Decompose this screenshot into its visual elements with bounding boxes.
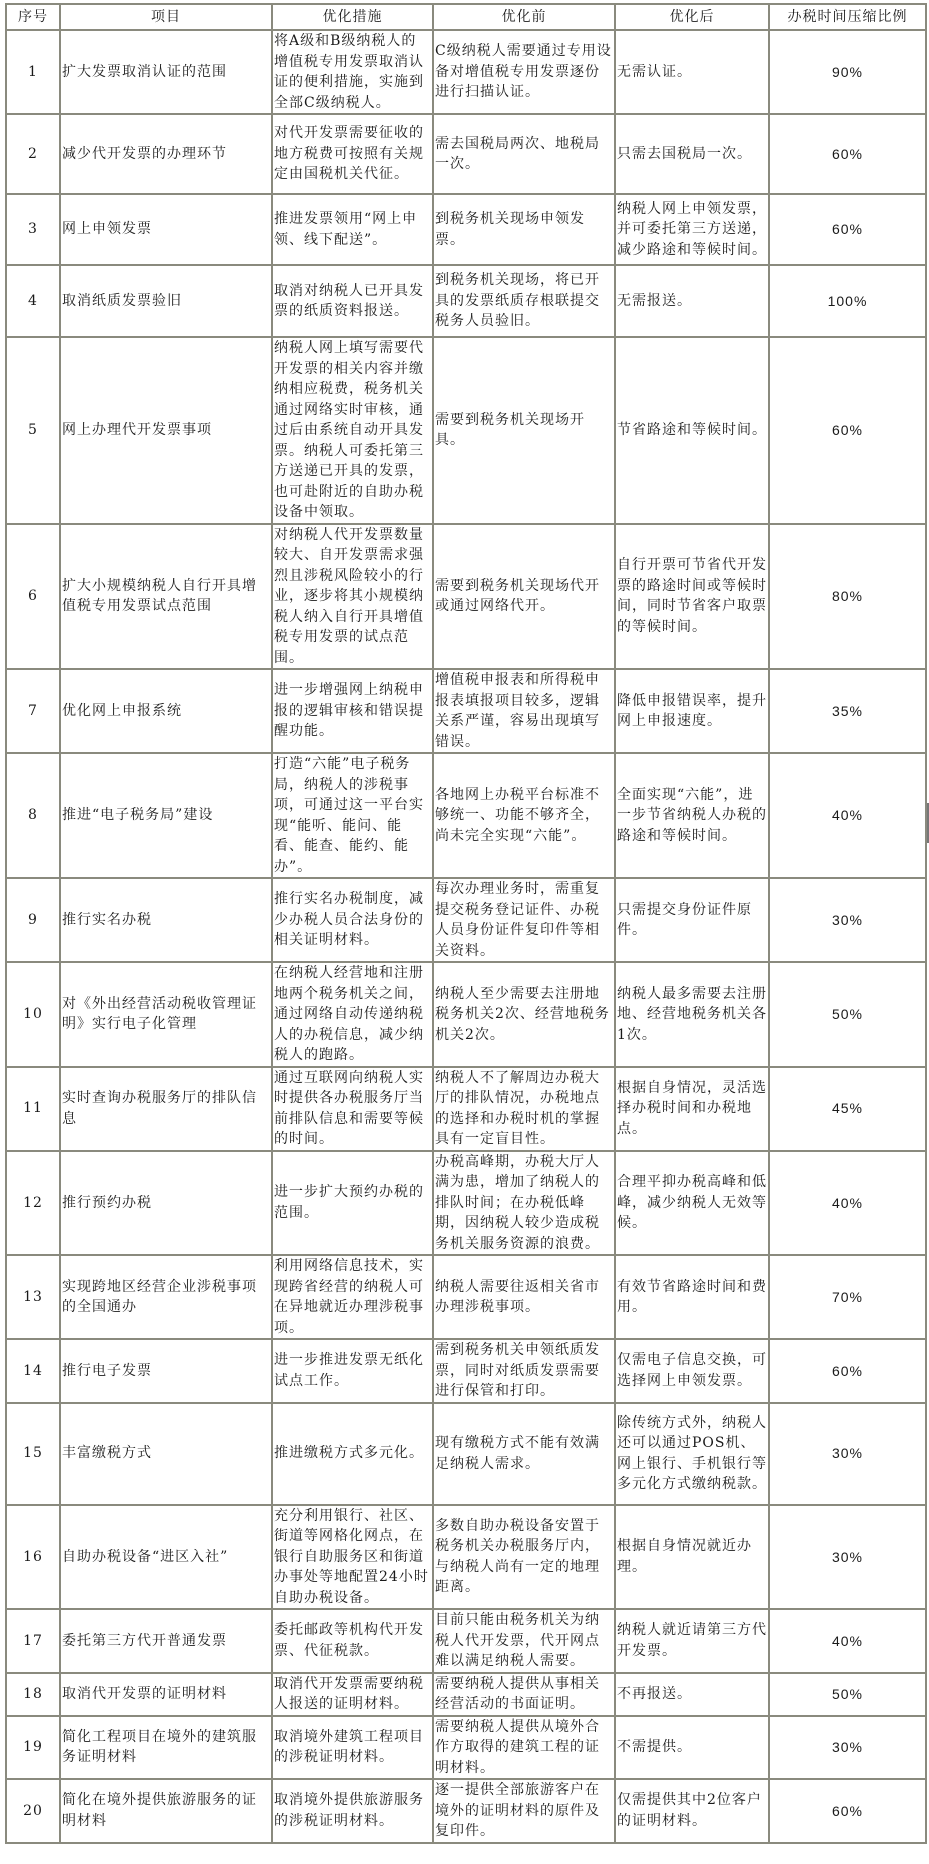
ratio-cell: 70% — [769, 1255, 926, 1339]
after-cell: 不需提供。 — [615, 1716, 769, 1780]
after-cell: 根据自身情况就近办理。 — [615, 1505, 769, 1610]
row-number: 18 — [6, 1673, 60, 1716]
after-cell: 自行开票可节省代开发票的路途时间或等候时间，同时节省客户取票的等候时间。 — [615, 524, 769, 670]
header-item: 项目 — [60, 4, 272, 30]
measure-cell: 进一步推进发票无纸化试点工作。 — [272, 1339, 433, 1403]
measure-cell: 推行实名办税制度，减少办税人员合法身份的相关证明材料。 — [272, 878, 433, 962]
ratio-cell: 30% — [769, 878, 926, 962]
before-cell: 纳税人不了解周边办税大厅的排队情况，办税地点的选择和办税时机的掌握具有一定盲目性。 — [433, 1067, 615, 1151]
row-number: 4 — [6, 265, 60, 337]
before-cell: 现有缴税方式不能有效满足纳税人需求。 — [433, 1403, 615, 1505]
table-row — [6, 878, 926, 962]
before-cell: 需要到税务机关现场开具。 — [433, 337, 615, 524]
item-cell: 对《外出经营活动税收管理证明》实行电子化管理 — [60, 962, 272, 1067]
before-cell: 需要到税务机关现场代开或通过网络代开。 — [433, 524, 615, 670]
before-cell: 每次办理业务时，需重复提交税务登记证件、办税人员身份证件复印件等相关资料。 — [433, 878, 615, 962]
row-number: 12 — [6, 1151, 60, 1256]
row-number: 7 — [6, 669, 60, 753]
item-cell: 推行实名办税 — [60, 878, 272, 962]
row-number: 19 — [6, 1716, 60, 1780]
ratio-cell: 50% — [769, 1673, 926, 1716]
item-cell: 自助办税设备“进区入社” — [60, 1505, 272, 1610]
item-cell: 扩大发票取消认证的范围 — [60, 30, 272, 114]
item-cell: 丰富缴税方式 — [60, 1403, 272, 1505]
item-cell: 取消纸质发票验旧 — [60, 265, 272, 337]
measure-cell: 委托邮政等机构代开发票、代征税款。 — [272, 1609, 433, 1673]
after-cell: 只需去国税局一次。 — [615, 114, 769, 194]
after-cell: 仅需电子信息交换，可选择网上申领发票。 — [615, 1339, 769, 1403]
after-cell: 全面实现“六能”，进一步节省纳税人办税的路途和等候时间。 — [615, 753, 769, 878]
before-cell: 增值税申报表和所得税申报表填报项目较多，逻辑关系严谨，容易出现填写错误。 — [433, 669, 615, 753]
after-cell: 节省路途和等候时间。 — [615, 337, 769, 524]
ratio-cell: 60% — [769, 337, 926, 524]
item-cell: 简化工程项目在境外的建筑服务证明材料 — [60, 1716, 272, 1780]
row-number: 6 — [6, 524, 60, 670]
before-cell: 纳税人需要往返相关省市办理涉税事项。 — [433, 1255, 615, 1339]
after-cell: 无需认证。 — [615, 30, 769, 114]
row-number: 14 — [6, 1339, 60, 1403]
ratio-cell: 40% — [769, 1609, 926, 1673]
item-cell: 网上办理代开发票事项 — [60, 337, 272, 524]
table-row — [6, 962, 926, 1067]
table-row — [6, 114, 926, 194]
row-number: 20 — [6, 1779, 60, 1843]
ratio-cell: 45% — [769, 1067, 926, 1151]
row-number: 13 — [6, 1255, 60, 1339]
before-cell: C级纳税人需要通过专用设备对增值税专用发票逐份进行扫描认证。 — [433, 30, 615, 114]
header-before: 优化前 — [433, 4, 615, 30]
measure-cell: 对代开发票需要征收的地方税费可按照有关规定由国税机关代征。 — [272, 114, 433, 194]
item-cell: 委托第三方代开普通发票 — [60, 1609, 272, 1673]
item-cell: 推行预约办税 — [60, 1151, 272, 1256]
row-number: 5 — [6, 337, 60, 524]
after-cell: 除传统方式外，纳税人还可以通过POS机、网上银行、手机银行等多元化方式缴纳税款。 — [615, 1403, 769, 1505]
header-ratio: 办税时间压缩比例 — [769, 4, 926, 30]
item-cell: 推行电子发票 — [60, 1339, 272, 1403]
table-row — [6, 1255, 926, 1339]
table-row — [6, 1673, 926, 1716]
table-row — [6, 265, 926, 337]
measure-cell: 通过互联网向纳税人实时提供各办税服务厅当前排队信息和需要等候的时间。 — [272, 1067, 433, 1151]
item-cell: 优化网上申报系统 — [60, 669, 272, 753]
ratio-cell: 100% — [769, 265, 926, 337]
row-number: 1 — [6, 30, 60, 114]
table-row — [6, 194, 926, 265]
measure-cell: 在纳税人经营地和注册地两个税务机关之间，通过网络自动传递纳税人的办税信息，减少纳税人的跑路。 — [272, 962, 433, 1067]
measure-cell: 推进缴税方式多元化。 — [272, 1403, 433, 1505]
after-cell: 有效节省路途时间和费用。 — [615, 1255, 769, 1339]
ratio-cell: 90% — [769, 30, 926, 114]
after-cell: 纳税人最多需要去注册地、经营地税务机关各1次。 — [615, 962, 769, 1067]
row-number: 9 — [6, 878, 60, 962]
measure-cell: 进一步扩大预约办税的范围。 — [272, 1151, 433, 1256]
after-cell: 纳税人就近请第三方代开发票。 — [615, 1609, 769, 1673]
measure-cell: 打造“六能”电子税务局，纳税人的涉税事项，可通过这一平台实现“能听、能问、能看、能查、能约、能办”。 — [272, 753, 433, 878]
before-cell: 需到税务机关申领纸质发票，同时对纸质发票需要进行保管和打印。 — [433, 1339, 615, 1403]
after-cell: 不再报送。 — [615, 1673, 769, 1716]
table-row — [6, 1339, 926, 1403]
after-cell: 降低申报错误率，提升网上申报速度。 — [615, 669, 769, 753]
tax-optimization-table — [5, 3, 927, 1844]
table-row — [6, 1067, 926, 1151]
before-cell: 目前只能由税务机关为纳税人代开发票，代开网点难以满足纳税人需要。 — [433, 1609, 615, 1673]
after-cell: 无需报送。 — [615, 265, 769, 337]
before-cell: 多数自助办税设备安置于税务机关办税服务厅内，与纳税人尚有一定的地理距离。 — [433, 1505, 615, 1610]
ratio-cell: 40% — [769, 1151, 926, 1256]
ratio-cell: 35% — [769, 669, 926, 753]
table-row — [6, 1403, 926, 1505]
measure-cell: 对纳税人代开发票数量较大、自开发票需求强烈且涉税风险较小的行业，逐步将其小规模纳税人纳入自行开具增值税专用发票的试点范围。 — [272, 524, 433, 670]
header-row — [6, 4, 926, 30]
measure-cell: 取消对纳税人已开具发票的纸质资料报送。 — [272, 265, 433, 337]
measure-cell: 推进发票领用“网上申领、线下配送”。 — [272, 194, 433, 265]
table-row — [6, 1716, 926, 1780]
ratio-cell: 40% — [769, 753, 926, 878]
before-cell: 到税务机关现场，将已开具的发票纸质存根联提交税务人员验旧。 — [433, 265, 615, 337]
measure-cell: 纳税人网上填写需要代开发票的相关内容并缴纳相应税费，税务机关通过网络实时审核，通过后由系统自动开具发票。纳税人可委托第三方送递已开具的发票，也可赴附近的自助办税设备中领取。 — [272, 337, 433, 524]
item-cell: 取消代开发票的证明材料 — [60, 1673, 272, 1716]
measure-cell: 取消境外建筑工程项目的涉税证明材料。 — [272, 1716, 433, 1780]
ratio-cell: 60% — [769, 1779, 926, 1843]
before-cell: 需要纳税人提供从境外合作方取得的建筑工程的证明材料。 — [433, 1716, 615, 1780]
ratio-cell: 60% — [769, 114, 926, 194]
before-cell: 需要纳税人提供从事相关经营活动的书面证明。 — [433, 1673, 615, 1716]
measure-cell: 进一步增强网上纳税申报的逻辑审核和错误提醒功能。 — [272, 669, 433, 753]
measure-cell: 将A级和B级纳税人的增值税专用发票取消认证的便利措施，实施到全部C级纳税人。 — [272, 30, 433, 114]
item-cell: 减少代开发票的办理环节 — [60, 114, 272, 194]
ratio-cell: 30% — [769, 1403, 926, 1505]
measure-cell: 充分利用银行、社区、街道等网格化网点，在银行自助服务区和街道办事处等地配置24小时自助办税设备。 — [272, 1505, 433, 1610]
after-cell: 合理平抑办税高峰和低峰，减少纳税人无效等候。 — [615, 1151, 769, 1256]
row-number: 17 — [6, 1609, 60, 1673]
table-row — [6, 1505, 926, 1610]
item-cell: 实时查询办税服务厅的排队信息 — [60, 1067, 272, 1151]
after-cell: 仅需提供其中2位客户的证明材料。 — [615, 1779, 769, 1843]
table-row — [6, 753, 926, 878]
item-cell: 扩大小规模纳税人自行开具增值税专用发票试点范围 — [60, 524, 272, 670]
measure-cell: 利用网络信息技术，实现跨省经营的纳税人可在异地就近办理涉税事项。 — [272, 1255, 433, 1339]
before-cell: 各地网上办税平台标准不够统一、功能不够齐全，尚未完全实现“六能”。 — [433, 753, 615, 878]
table-row — [6, 1779, 926, 1843]
header-after: 优化后 — [615, 4, 769, 30]
item-cell: 推进“电子税务局”建设 — [60, 753, 272, 878]
table-row — [6, 1151, 926, 1256]
row-number: 2 — [6, 114, 60, 194]
before-cell: 到税务机关现场申领发票。 — [433, 194, 615, 265]
row-number: 8 — [6, 753, 60, 878]
header-no: 序号 — [6, 4, 60, 30]
ratio-cell: 30% — [769, 1505, 926, 1610]
after-cell: 纳税人网上申领发票，并可委托第三方送递，减少路途和等候时间。 — [615, 194, 769, 265]
table-row — [6, 337, 926, 524]
item-cell: 网上申领发票 — [60, 194, 272, 265]
table-row — [6, 524, 926, 670]
table-row — [6, 30, 926, 114]
row-number: 15 — [6, 1403, 60, 1505]
row-number: 3 — [6, 194, 60, 265]
measure-cell: 取消代开发票需要纳税人报送的证明材料。 — [272, 1673, 433, 1716]
header-measure: 优化措施 — [272, 4, 433, 30]
ratio-cell: 50% — [769, 962, 926, 1067]
row-number: 16 — [6, 1505, 60, 1610]
ratio-cell: 30% — [769, 1716, 926, 1780]
table-row — [6, 669, 926, 753]
row-number: 11 — [6, 1067, 60, 1151]
item-cell: 简化在境外提供旅游服务的证明材料 — [60, 1779, 272, 1843]
after-cell: 只需提交身份证件原件。 — [615, 878, 769, 962]
table-row — [6, 1609, 926, 1673]
before-cell: 需去国税局两次、地税局一次。 — [433, 114, 615, 194]
measure-cell: 取消境外提供旅游服务的涉税证明材料。 — [272, 1779, 433, 1843]
ratio-cell: 80% — [769, 524, 926, 670]
ratio-cell: 60% — [769, 1339, 926, 1403]
after-cell: 根据自身情况，灵活选择办税时间和办税地点。 — [615, 1067, 769, 1151]
ratio-cell: 60% — [769, 194, 926, 265]
before-cell: 逐一提供全部旅游客户在境外的证明材料的原件及复印件。 — [433, 1779, 615, 1843]
before-cell: 纳税人至少需要去注册地税务机关2次、经营地税务机关2次。 — [433, 962, 615, 1067]
row-number: 10 — [6, 962, 60, 1067]
item-cell: 实现跨地区经营企业涉税事项的全国通办 — [60, 1255, 272, 1339]
before-cell: 办税高峰期，办税大厅人满为患，增加了纳税人的排队时间；在办税低峰期，因纳税人较少造成税务机关服务资源的浪费。 — [433, 1151, 615, 1256]
